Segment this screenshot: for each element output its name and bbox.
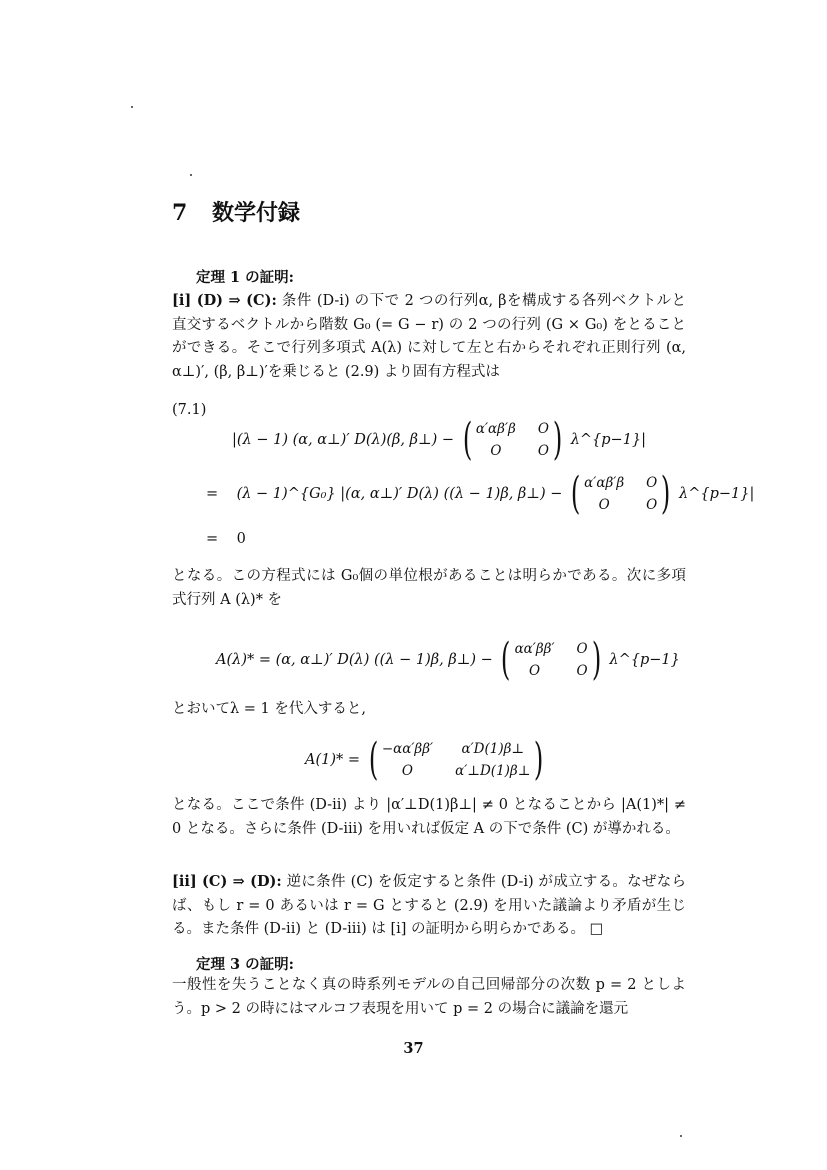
matrix-cell: −αα′ββ′	[381, 741, 434, 757]
paragraph-1-text: 条件 (D-i) の下で 2 つの行列α, βを構成する各列ベクトルと直交するベクトルから階数 G₀ (= G − r) の 2 つの行列 (G × G₀) をとることができる。そこで行列多項式 A(λ) に対して左と右からそれぞれ正則行列 (α, α⊥)′, (β, β⊥)′を乗じると (2.9) より固有方程式は	[172, 293, 686, 380]
eq1-matrix-b: ( α′αβ′β O O O )	[570, 468, 671, 519]
matrix-cell: O	[576, 663, 588, 679]
eq1-line3-prefix: =	[206, 531, 219, 547]
section-number: 7	[172, 200, 188, 226]
matrix-cell: O	[646, 497, 658, 513]
eq1-suffix: λ^{p−1}|	[679, 486, 755, 502]
eq1-line2-left: (λ − 1)^{G₀} |(α, α⊥)′ D(λ) ((λ − 1)β, β⊥) −	[236, 486, 563, 502]
paragraph-4: となる。ここで条件 (D-ii) より |α′⊥D(1)β⊥| ≠ 0 となることから |A(1)*| ≠ 0 となる。さらに条件 (D-iii) を用いれば仮定 A の下で条件 (C) が導かれる。	[172, 797, 686, 837]
eq1-matrix-a: ( α′αβ′β O O O )	[462, 414, 563, 465]
page-number: 37	[403, 1040, 424, 1057]
paragraph-1-lead: [i] (D) ⇒ (C):	[172, 292, 277, 309]
eq2-suffix: λ^{p−1}	[609, 652, 680, 668]
matrix-cell: α′⊥D(1)β⊥	[455, 763, 531, 779]
matrix-cell: O	[529, 663, 541, 679]
equation-7-1-line-1	[232, 414, 647, 465]
paragraph-5-lead: [ii] (C) ⇒ (D):	[172, 873, 282, 890]
matrix-cell: O	[646, 475, 658, 491]
matrix-cell: α′αβ′β	[584, 475, 625, 491]
scan-speck	[131, 106, 133, 108]
matrix-cell: O	[401, 763, 413, 779]
matrix-cell: O	[537, 443, 549, 459]
paragraph-6: 一般性を失うことなく真の時系列モデルの自己回帰部分の次数 p = 2 としよう。p > 2 の時にはマルコフ表現を用いて p = 2 の場合に議論を還元	[172, 977, 686, 1017]
matrix-cell: αα′ββ′	[514, 641, 555, 657]
paragraph-1	[172, 289, 686, 384]
proof1-heading: 定理 1 の証明:	[196, 269, 295, 286]
equation-a1-star	[305, 734, 548, 785]
eq1-line1-left: |(λ − 1) (α, α⊥)′ D(λ)(β, β⊥) −	[232, 432, 455, 448]
eq3-left: A(1)* =	[305, 752, 361, 768]
paragraph-3: とおいてλ = 1 を代入すると,	[172, 701, 367, 717]
eq2-matrix: ( αα′ββ′ O O O )	[501, 634, 601, 685]
matrix-cell: α′αβ′β	[475, 421, 516, 437]
scan-speck	[680, 1135, 682, 1137]
equation-7-1-line-2	[206, 468, 755, 519]
paragraph-5-text: 逆に条件 (C) を仮定すると条件 (D-i) が成立する。なぜならば、もし r = 0 あるいは r = G とすると (2.9) を用いた議論より矛盾が生じる。また条件 (D-ii) と (D-iii) は [i] の証明から明らかである。 □	[172, 874, 686, 937]
eq3-matrix: ( −αα′ββ′ α′D(1)β⊥ O α′⊥D(1)β⊥ )	[368, 734, 544, 785]
matrix-cell: O	[576, 641, 588, 657]
eq2-left: A(λ)* = (α, α⊥)′ D(λ) ((λ − 1)β, β⊥) −	[216, 652, 493, 668]
eq1-line2-prefix: =	[206, 486, 219, 502]
equation-a-star	[216, 634, 680, 685]
matrix-cell: O	[598, 497, 610, 513]
matrix-cell: O	[537, 421, 549, 437]
eq1-suffix: λ^{p−1}|	[570, 432, 647, 448]
paragraph-2: となる。この方程式には G₀個の単位根があることは明らかである。次に多項式行列 A (λ)* を	[172, 568, 686, 608]
equation-label: (7.1)	[172, 402, 207, 418]
section-title: 数学付録	[212, 200, 301, 226]
matrix-cell: α′D(1)β⊥	[461, 741, 525, 757]
section-heading	[172, 196, 300, 227]
proof3-heading: 定理 3 の証明:	[196, 956, 295, 973]
matrix-cell: O	[490, 443, 502, 459]
equation-7-1-line-3	[206, 531, 246, 547]
paragraph-5	[172, 870, 686, 942]
eq1-line3-value: 0	[236, 531, 246, 547]
scan-speck	[190, 174, 192, 176]
